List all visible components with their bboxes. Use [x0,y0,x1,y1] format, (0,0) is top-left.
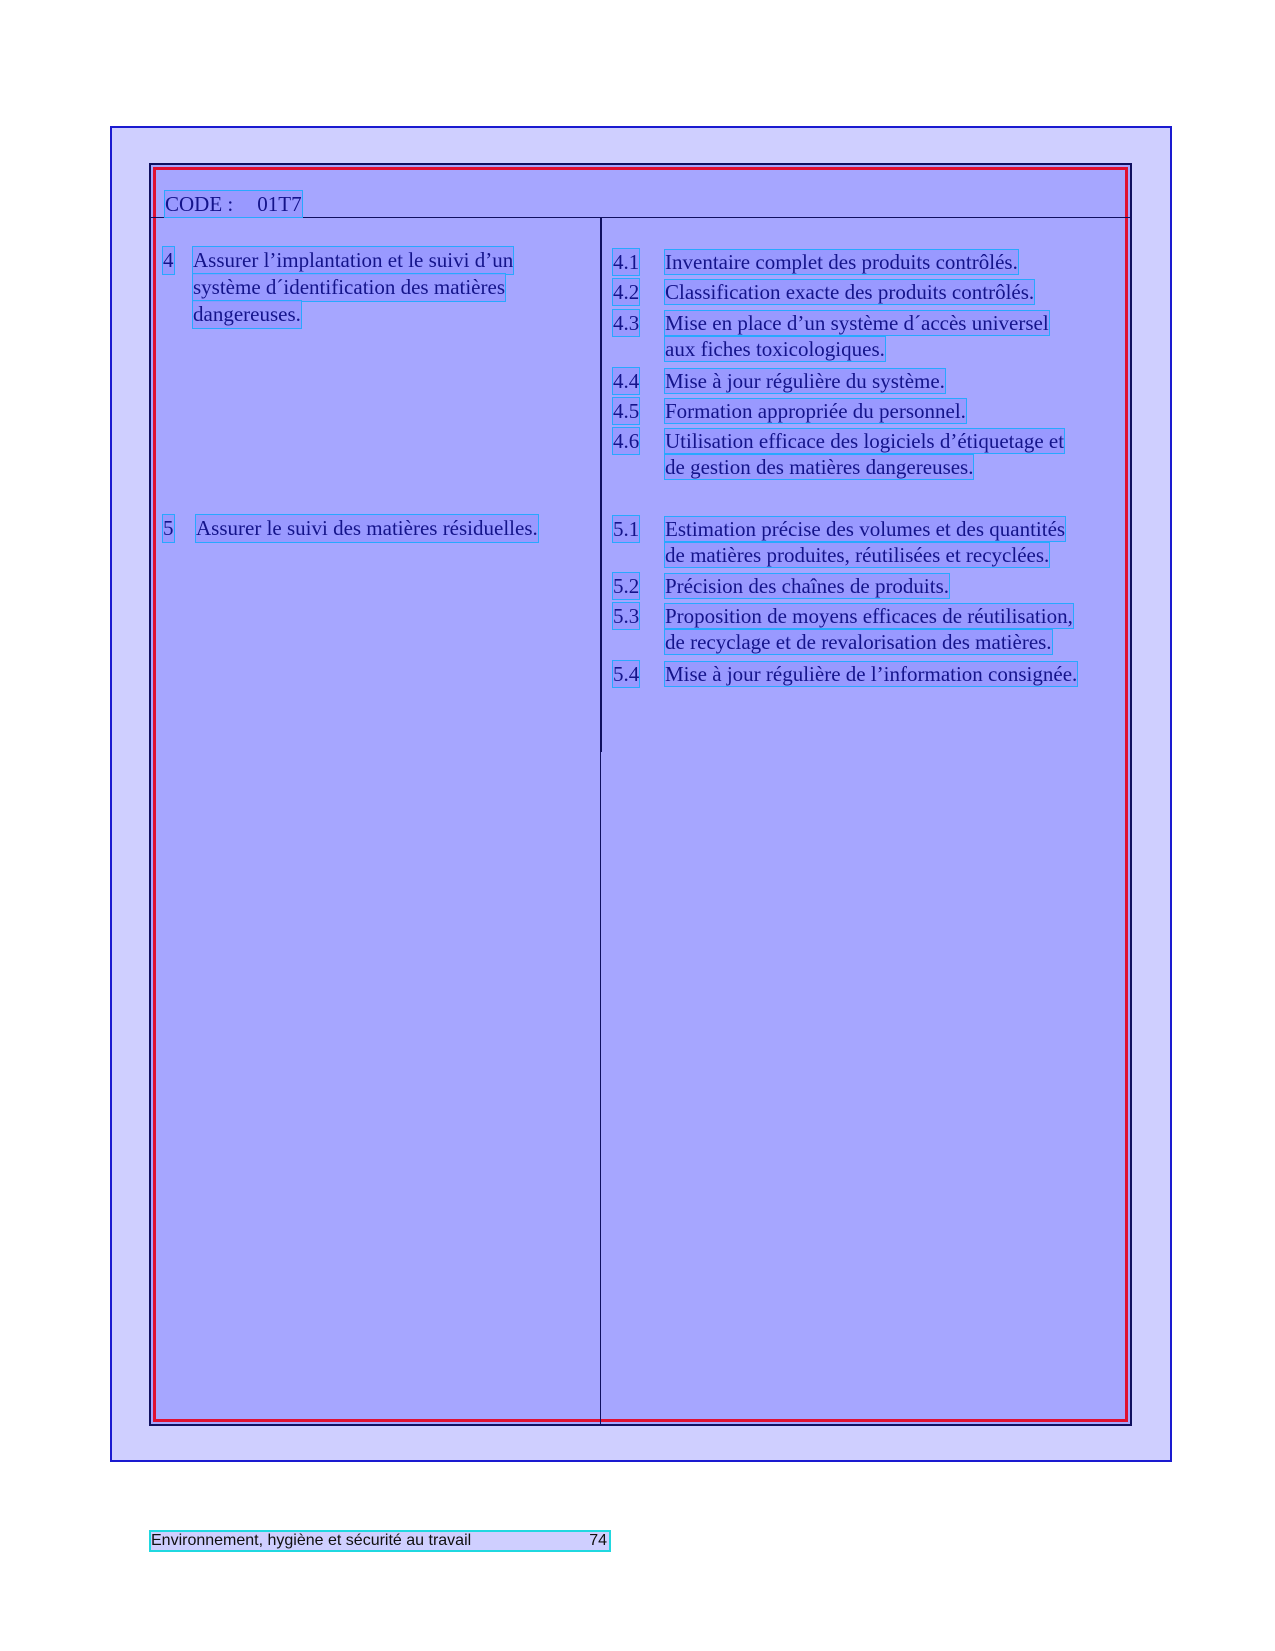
criterion-line: aux fiches toxicologiques. [665,337,885,361]
criterion-4-4 [613,368,1133,394]
criterion-text [665,398,1125,424]
criterion-4-3 [613,310,1133,362]
criterion-4-2 [613,279,1133,305]
criterion-number: 4.6 [613,429,640,453]
criterion-line: Classification exacte des produits contrôlés. [665,280,1035,304]
column-divider-lower [600,752,601,1426]
task-text-line: dangereuses. [193,302,301,326]
criterion-number: 5.1 [613,517,640,541]
code-label: CODE : [165,192,234,216]
criterion-line: Formation appropriée du personnel. [665,399,966,423]
criterion-5-1 [613,516,1133,568]
criterion-line: Mise à jour régulière de l’information consignée. [665,662,1078,686]
criterion-4-5 [613,398,1133,424]
criterion-line: Précision des chaînes de produits. [665,574,950,598]
criterion-number: 5.2 [613,574,640,598]
task-number: 5 [163,516,174,540]
footer-title: Environnement, hygiène et sécurité au travail [151,1532,472,1549]
header-divider [149,217,1132,218]
criterion-text [665,428,1125,480]
task-4 [163,247,603,328]
code-value: 01T7 [257,192,302,216]
task-number: 4 [163,248,174,272]
criterion-number: 4.3 [613,311,640,335]
criterion-line: Proposition de moyens efficaces de réutilisation, [665,604,1073,628]
criterion-number: 4.5 [613,399,640,423]
criterion-4-1 [613,249,1133,275]
task-5 [163,515,603,542]
criterion-line: Utilisation efficace des logiciels d’étiquetage et [665,429,1065,453]
criterion-number: 4.1 [613,250,640,274]
criterion-number: 4.2 [613,280,640,304]
criterion-5-2 [613,573,1133,599]
page-number: 74 [589,1532,607,1549]
criterion-line: Inventaire complet des produits contrôlés. [665,250,1018,274]
task-text-line: Assurer l’implantation et le suivi d’un [193,248,514,272]
task-text-line: système d´identification des matières [193,275,505,299]
criterion-line: de gestion des matières dangereuses. [665,455,974,479]
criterion-text [665,279,1125,305]
criterion-number: 5.3 [613,604,640,628]
criterion-line: Estimation précise des volumes et des quantités [665,517,1066,541]
criterion-text [665,661,1125,687]
criterion-4-6 [613,428,1133,480]
criterion-5-4 [613,661,1133,687]
page-footer [151,1532,609,1550]
criterion-line: de recyclage et de revalorisation des matières. [665,630,1052,654]
criterion-text [665,310,1125,362]
criterion-number: 5.4 [613,662,640,686]
criterion-number: 4.4 [613,369,640,393]
criterion-text [665,603,1125,655]
criterion-line: Mise en place d’un système d´accès universel [665,311,1049,335]
criterion-line: de matières produites, réutilisées et recyclées. [665,543,1050,567]
criterion-5-3 [613,603,1133,655]
criterion-text [665,516,1125,568]
criterion-text [665,573,1125,599]
code-header [165,191,302,217]
criterion-line: Mise à jour régulière du système. [665,369,945,393]
criterion-text [665,249,1125,275]
task-text-line: Assurer le suivi des matières résiduelles. [196,516,538,540]
criterion-text [665,368,1125,394]
